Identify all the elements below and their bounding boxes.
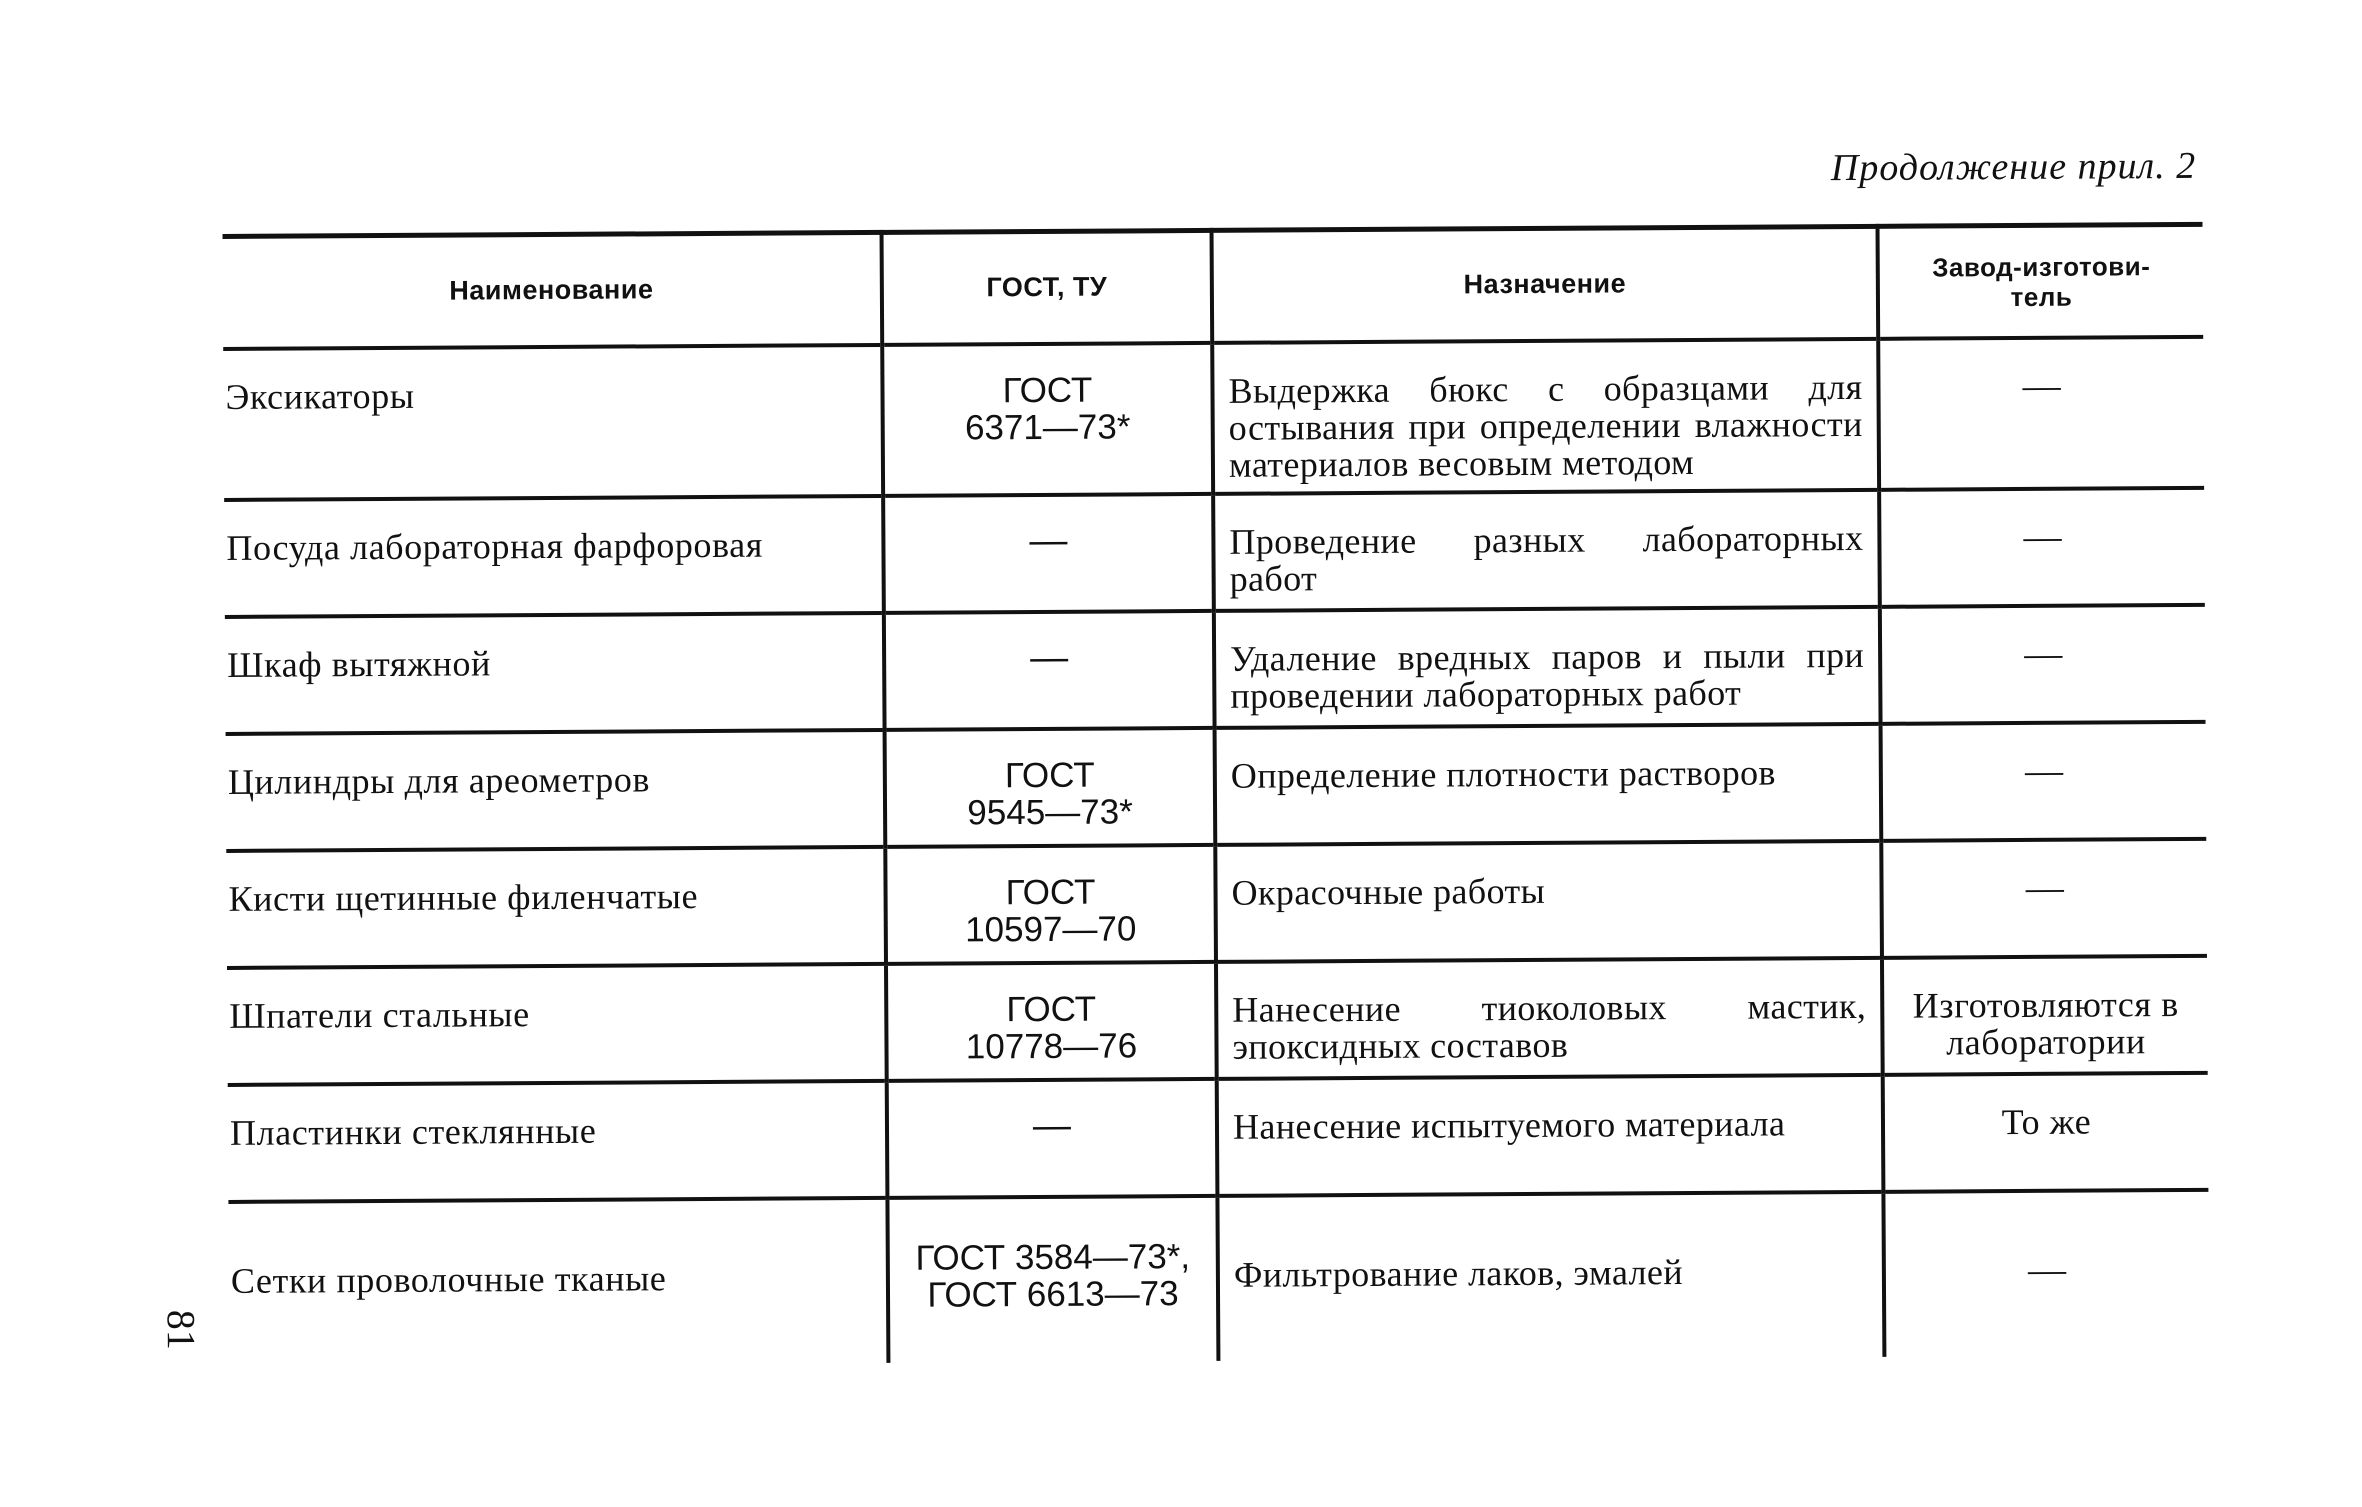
gost-line: —: [1029, 636, 1069, 679]
gost-line: 6371—73*: [964, 406, 1131, 447]
cell-purpose: Выдержка бюкс с образцами для остывания при определении влажности материалов весовым методом: [1212, 338, 1879, 493]
cell-name: Эксикаторы: [225, 375, 415, 417]
column-header-maker-line: Завод-изготови-: [1932, 250, 2151, 283]
table-body: [223, 336, 2209, 1366]
cell-purpose: Окрасочные работы: [1215, 840, 1882, 961]
cell-gost: [887, 1195, 1218, 1362]
gost-line: ГОСТ 3584—73*,: [915, 1237, 1191, 1278]
cell-purpose: Нанесение испытуемого материала: [1217, 1074, 1884, 1195]
cell-gost: [886, 961, 1217, 1080]
cell-purpose: Фильтрование лаков, эмалей: [1217, 1191, 1884, 1360]
cell-gost: [885, 844, 1216, 963]
gost-line: ГОСТ: [1005, 872, 1096, 912]
table-header-row: [223, 224, 2204, 348]
cell-gost: [884, 610, 1215, 729]
cell-purpose: Определение плотности растворов: [1215, 723, 1882, 844]
cell-maker-text: —: [2024, 632, 2064, 675]
column-header-maker: [1878, 224, 2204, 338]
gost-line: 10778—76: [965, 1025, 1138, 1066]
cell-maker-text: —: [2027, 1248, 2067, 1291]
table-row: [226, 721, 2207, 850]
cell-gost: [887, 1078, 1218, 1197]
column-header-gost: ГОСТ, ТУ: [882, 230, 1213, 344]
table-row: [225, 604, 2206, 733]
cell-purpose: Нанесение тиоколовых мастик, эпоксидных составов: [1216, 957, 1883, 1078]
cell-purpose: Удаление вредных паров и пыли при проведении лабораторных работ: [1214, 606, 1881, 727]
cell-name: Шкаф вытяжной: [227, 642, 492, 685]
column-header-name: Наименование: [449, 274, 654, 306]
cell-maker-text: —: [2025, 866, 2065, 909]
table-header: [223, 224, 2204, 348]
cell-maker-text: —: [2022, 364, 2062, 407]
gost-line: ГОСТ 6613—73: [927, 1274, 1179, 1315]
equipment-table: [223, 222, 2210, 1367]
cell-maker: [1880, 604, 2206, 723]
cell-name: Посуда лабораторная фарфоровая: [226, 524, 764, 568]
cell-maker: [1881, 838, 2207, 957]
cell-name: Сетки проволочные тканые: [230, 1257, 667, 1301]
cell-gost: [882, 342, 1213, 495]
page-number: 81: [158, 1309, 204, 1350]
table-row: [228, 1189, 2209, 1366]
cell-purpose: Проведение разных лабораторных работ: [1213, 489, 1880, 610]
table-row: [223, 336, 2204, 499]
gost-line: —: [1029, 519, 1068, 562]
continuation-heading: Продолжение прил. 2: [1830, 144, 2197, 190]
cell-maker: [1883, 1189, 2209, 1356]
table-row: [224, 487, 2205, 616]
cell-name: Пластинки стеклянные: [229, 1110, 597, 1153]
cell-maker: Изготовляются в лаборатории: [1882, 955, 2208, 1074]
cell-name: Цилиндры для ареометров: [227, 758, 651, 802]
gost-line: ГОСТ: [1002, 370, 1093, 410]
column-header-maker-line: тель: [2010, 281, 2073, 312]
cell-gost: [885, 727, 1216, 846]
cell-maker: [1881, 721, 2207, 840]
table-row: [226, 838, 2207, 967]
cell-maker: [1878, 336, 2204, 489]
gost-line: 10597—70: [965, 908, 1137, 949]
cell-maker-text: —: [2024, 749, 2064, 792]
cell-maker: [1879, 487, 2205, 606]
gost-line: ГОСТ: [1004, 755, 1095, 795]
gost-line: 9545—73*: [967, 791, 1133, 832]
cell-gost: [883, 493, 1214, 612]
column-header-purpose: Назначение: [1212, 226, 1879, 342]
cell-maker-text: —: [2023, 515, 2063, 558]
gost-line: —: [1032, 1104, 1072, 1147]
gost-line: ГОСТ: [1006, 989, 1097, 1029]
table-row: [227, 955, 2208, 1084]
table-row: [228, 1072, 2209, 1201]
cell-name: Кисти щетинные филенчатые: [228, 875, 699, 919]
cell-name: Шпатели стальные: [229, 993, 530, 1036]
cell-maker: То же: [1883, 1072, 2209, 1191]
